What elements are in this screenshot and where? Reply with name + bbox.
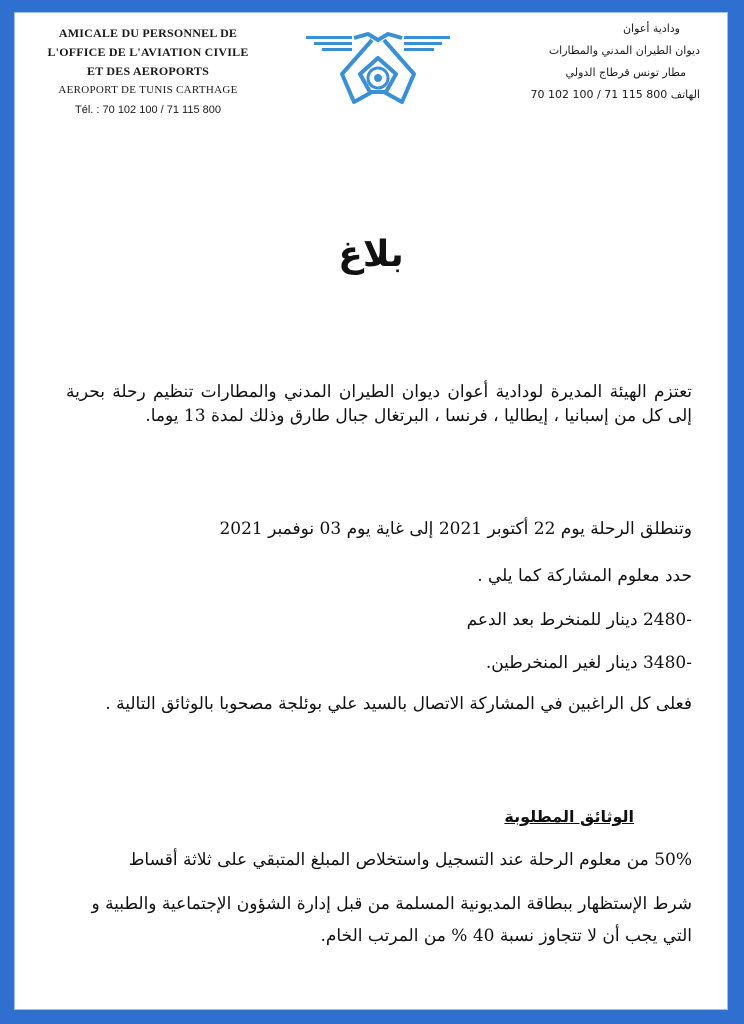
document-item-deposit: 50% من معلوم الرحلة عند التسجيل واستخلاص المبلغ المتبقي على ثلاثة أقساط — [128, 850, 692, 870]
header-right-line3: مطار تونس قرطاج الدولي — [565, 66, 686, 79]
header-left-line2: L'OFFICE DE L'AVIATION CIVILE — [47, 45, 249, 59]
header-left-line3: ET DES AEROPORTS — [87, 64, 209, 78]
header-left-phone: Tél. : 70 102 100 / 71 115 800 — [75, 104, 221, 116]
header-left-line1: AMICALE DU PERSONNEL DE — [58, 26, 238, 40]
fee-non-members-line: -3480 دينار لغير المنخرطين. — [485, 653, 692, 673]
aviation-logo-icon — [306, 30, 450, 116]
header-right — [460, 18, 700, 106]
fee-members-line: -2480 دينار للمنخرط بعد الدعم — [466, 610, 692, 630]
header-left — [38, 24, 258, 119]
documents-heading: الوثائق المطلوبة — [504, 807, 634, 826]
dates-line: وتنطلق الرحلة يوم 22 أكتوبر 2021 إلى غاية يوم 03 نوفمبر 2021 — [219, 519, 692, 539]
fee-intro-line: حدد معلوم المشاركة كما يلي . — [477, 566, 692, 586]
header-right-line2: ديوان الطيران المدني والمطارات — [548, 44, 700, 57]
document-item-debt-card: شرط الإستظهار ببطاقة المديونية المسلمة من قبل إدارة الشؤون الإجتماعية والطبية و التي يجب أن لا تتجاوز نسبة 40 % من المرتب الخام. — [91, 894, 692, 946]
header-right-line1: ودادية أعوان — [622, 22, 680, 35]
notice-title: بلاغ — [338, 234, 404, 275]
contact-paragraph: فعلى كل الراغبين في المشاركة الاتصال بالسيد علي بوئلجة مصحوبا بالوثائق التالية . — [105, 694, 692, 714]
header-left-line4: AEROPORT DE TUNIS CARTHAGE — [58, 84, 238, 96]
document-page — [14, 12, 728, 1010]
intro-paragraph: تعتزم الهيئة المديرة لودادية أعوان ديوان الطيران المدني والمطارات تنظيم رحلة بحرية إلى كل من إسبانيا ، إيطاليا ، فرنسا ، البرتغال جبال طارق وذلك لمدة 13 يوما. — [66, 382, 692, 426]
header-right-phone: الهاتف 800 115 71 / 100 102 70 — [530, 88, 700, 101]
